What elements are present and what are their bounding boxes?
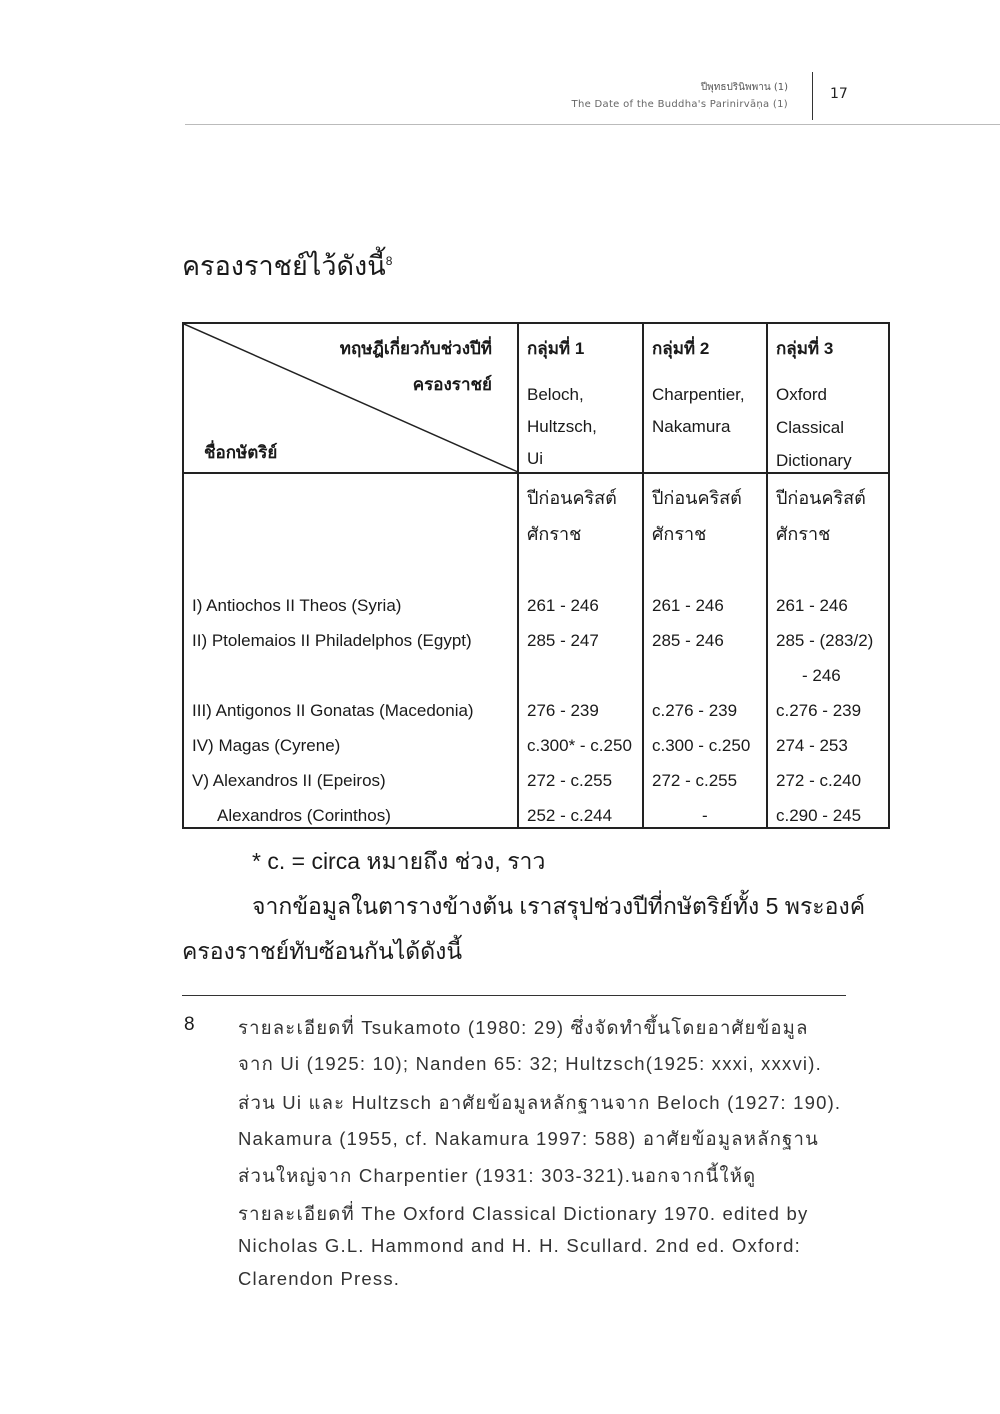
body-paragraph-line: จากข้อมูลในตารางข้างต้น เราสรุปช่วงปีที่กษัตริย์ทั้ง 5 พระองค์ (252, 893, 866, 919)
column-divider (766, 324, 768, 827)
group-2-value: - (702, 806, 708, 825)
group-3-value: 274 - 253 (776, 736, 848, 755)
circa-note: * c. = circa หมายถึง ช่วง, ราว (252, 848, 546, 874)
section-heading (182, 244, 392, 287)
body-paragraph-line: ครองราชย์ทับซ้อนกันได้ดังนี้ (182, 938, 463, 964)
footnote-line: ส่วนใหญ่จาก Charpentier (1931: 303-321).นอกจากนี้ให้ดู (238, 1165, 757, 1186)
group-2-value: 261 - 246 (652, 596, 724, 615)
column-divider (642, 324, 644, 827)
group-2-scholar: Charpentier, (652, 385, 745, 404)
era-label: ศักราช (527, 524, 582, 544)
footnote-line: Clarendon Press. (238, 1268, 401, 1289)
group-2-label: กลุ่มที่ 2 (652, 339, 710, 358)
group-1-value: 252 - c.244 (527, 806, 613, 825)
header-rule (185, 124, 1000, 125)
footnote-number: 8 (184, 1014, 195, 1035)
group-1-value: 285 - 247 (527, 631, 599, 650)
group-2-value: 285 - 246 (652, 631, 724, 650)
corner-header-bottom: ชื่อกษัตริย์ (204, 443, 278, 462)
running-header-english: The Date of the Buddha's Parinirvāṇa (1) (571, 99, 788, 110)
group-1-label: กลุ่มที่ 1 (527, 339, 585, 358)
footnote-ref: 8 (385, 254, 393, 268)
era-label: ศักราช (776, 524, 831, 544)
era-label: ศักราช (652, 524, 707, 544)
group-1-value: 261 - 246 (527, 596, 599, 615)
heading-text: ครองราชย์ไว้ดังนี้ (182, 251, 386, 281)
era-label: ปีก่อนคริสต์ (776, 488, 866, 508)
group-3-value: c.276 - 239 (776, 701, 862, 720)
corner-header-top-line2: ครองราชย์ (412, 375, 492, 394)
group-1-scholar: Beloch, (527, 385, 584, 404)
group-1-scholar: Hultzsch, (527, 417, 597, 436)
footnote-line: รายละเอียดที่ The Oxford Classical Dictionary 1970. edited by (238, 1203, 809, 1224)
king-name: I) Antiochos II Theos (Syria) (192, 596, 402, 615)
group-3-scholar: Oxford (776, 385, 828, 404)
group-3-value: c.290 - 245 (776, 806, 862, 825)
group-2-value: 272 - c.255 (652, 771, 738, 790)
group-1-value: c.300* - c.250 (527, 736, 632, 755)
corner-header-top-line1: ทฤษฎีเกี่ยวกับช่วงปีที่ (339, 339, 492, 358)
king-name: Alexandros (Corinthos) (217, 806, 391, 825)
footnote-line: ส่วน Ui และ Hultzsch อาศัยข้อมูลหลักฐานจาก Beloch (1927: 190). (238, 1092, 842, 1113)
header-divider (812, 72, 813, 120)
running-header-thai: ปีพุทธปรินิพพาน (1) (700, 82, 788, 93)
group-3-value: - 246 (802, 666, 841, 685)
king-name: II) Ptolemaios II Philadelphos (Egypt) (192, 631, 472, 650)
king-name: III) Antigonos II Gonatas (Macedonia) (192, 701, 474, 720)
group-3-scholar: Classical (776, 418, 845, 437)
footnote-line: จาก Ui (1925: 10); Nanden 65: 32; Hultzsch(1925: xxxi, xxxvi). (238, 1053, 822, 1074)
footnote-line: Nicholas G.L. Hammond and H. H. Scullard. 2nd ed. Oxford: (238, 1235, 801, 1256)
group-3-value: 261 - 246 (776, 596, 848, 615)
era-label: ปีก่อนคริสต์ (527, 488, 617, 508)
group-1-value: 276 - 239 (527, 701, 599, 720)
group-2-value: c.300 - c.250 (652, 736, 751, 755)
group-3-label: กลุ่มที่ 3 (776, 339, 834, 358)
column-divider (517, 324, 519, 827)
footnote-line: Nakamura (1955, cf. Nakamura 1997: 588) อาศัยข้อมูลหลักฐาน (238, 1128, 819, 1149)
king-name: V) Alexandros II (Epeiros) (192, 771, 386, 790)
page-number: 17 (830, 86, 848, 102)
group-2-scholar: Nakamura (652, 417, 731, 436)
group-3-value: 272 - c.240 (776, 771, 862, 790)
group-2-value: c.276 - 239 (652, 701, 738, 720)
group-3-value: 285 - (283/2) (776, 631, 874, 650)
footnote-rule (182, 995, 846, 996)
group-1-scholar: Ui (527, 449, 544, 468)
reign-dates-table (182, 322, 890, 829)
king-name: IV) Magas (Cyrene) (192, 736, 341, 755)
group-1-value: 272 - c.255 (527, 771, 613, 790)
group-3-scholar: Dictionary (776, 451, 852, 470)
footnote-line: รายละเอียดที่ Tsukamoto (1980: 29) ซึ่งจัดทำขึ้นโดยอาศัยข้อมูล (238, 1017, 809, 1038)
era-label: ปีก่อนคริสต์ (652, 488, 742, 508)
